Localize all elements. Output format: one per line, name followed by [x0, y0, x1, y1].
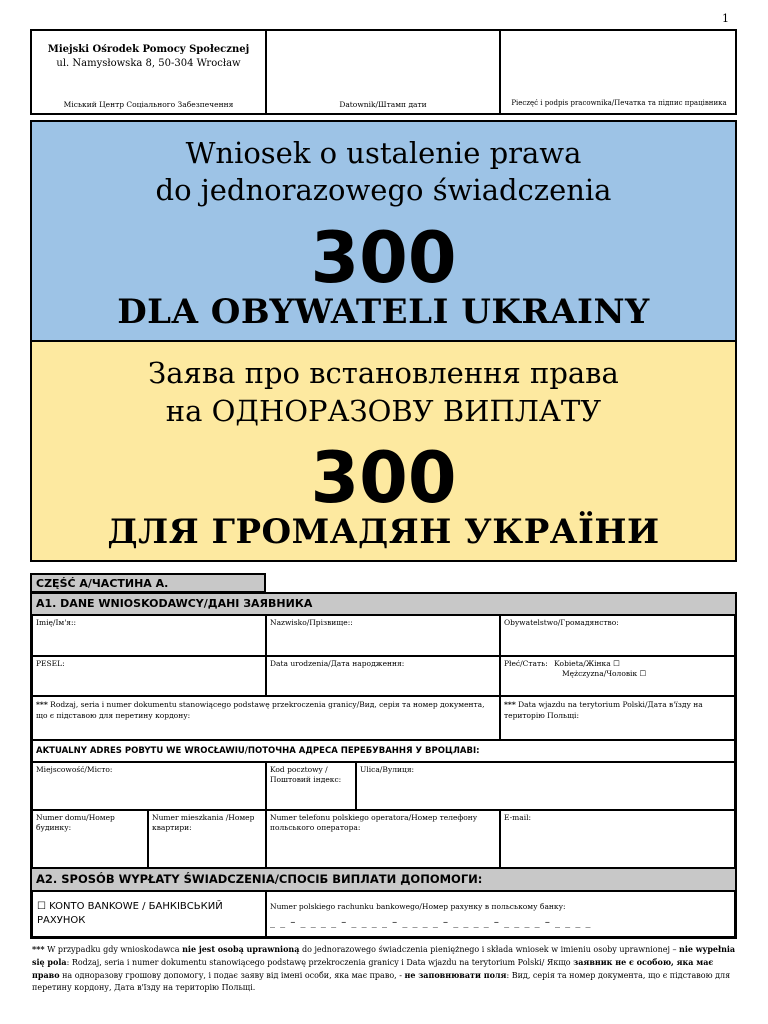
office-name: Miejski Ośrodek Pomocy Społecznej [47, 44, 250, 55]
footnote-text: : Вид, серія та номер документа, що є підставою для перетину кордону, Дата в'їзду на територію Польщі. [32, 971, 731, 992]
document-field[interactable] [32, 696, 500, 740]
postal-code-label: Kod pocztowy / Поштовий індекс: [270, 765, 342, 784]
sex-field [500, 656, 735, 696]
banner-pl-subtitle: DLA OBYWATELI UKRAINY [117, 292, 650, 332]
footnote-text: W przypadku gdy wnioskodawca [44, 945, 183, 954]
banner-pl-line2: do jednorazowego świadczenia [155, 173, 612, 207]
account-number-field[interactable] [266, 891, 735, 937]
citizenship-field[interactable] [500, 615, 735, 656]
phone-field[interactable] [266, 810, 500, 869]
citizenship-label: Obywatelstwo/Громадянство: [504, 618, 619, 627]
bank-account-checkbox[interactable]: ☐ KONTO BANKOWE / БАНКІВСЬКИЙ РАХУНОК [32, 891, 266, 937]
stamp-label: Datownik/Штамп дати [339, 100, 427, 109]
banner-ua [32, 342, 735, 560]
entry-date-field[interactable] [500, 696, 735, 740]
a1-title: A1. DANE WNIOSKODAWCY/ДАНІ ЗАЯВНИКА [32, 594, 735, 615]
phone-label: Numer telefonu polskiego operatora/Номер телефону польського оператора: [270, 813, 478, 832]
banner-ua-line2: на ОДНОРАЗОВУ ВИПЛАТУ [165, 394, 602, 428]
street-field[interactable] [356, 762, 735, 810]
account-number-label: Numer polskiego rachunku bankowego/Номер рахунку в польському банку: [270, 902, 566, 911]
document-stars: *** [36, 700, 48, 709]
footnote-bold: nie wypełnia się pola [32, 944, 736, 967]
footnote [32, 943, 736, 994]
sex-male-checkbox[interactable]: Mężczyzna/Чоловік ☐ [562, 669, 647, 678]
entry-stars: *** [504, 700, 516, 709]
signature-label: Pieczęć i podpis pracownika/Печатка та підпис працівника [511, 99, 727, 107]
city-label: Miejscowość/Місто: [36, 765, 113, 774]
birth-date-label: Data urodzenia/Дата народження: [270, 659, 405, 668]
footnote-bold: nie jest osobą uprawnioną [182, 944, 300, 954]
email-field[interactable] [500, 810, 735, 869]
first-name-field[interactable] [32, 615, 266, 656]
footnote-stars: *** [32, 944, 45, 954]
banner-pl [32, 122, 735, 341]
birth-date-field[interactable] [266, 656, 500, 696]
flat-no-field[interactable] [148, 810, 266, 869]
sex-female-checkbox[interactable]: Kobieta/Жінка ☐ [554, 659, 620, 668]
postal-code-field[interactable] [266, 762, 356, 810]
address-title: AKTUALNY ADRES POBYTU WE WROCŁAWIU/ПОТОЧНА АДРЕСА ПЕРЕБУВАННЯ У ВРОЦЛАВІ: [32, 740, 735, 762]
city-field[interactable] [32, 762, 266, 810]
footnote-bold: заявник не є особою, яка має право [32, 957, 714, 980]
pesel-field[interactable] [32, 656, 266, 696]
sex-label: Płeć/Стать: [504, 659, 548, 668]
document-label: Rodzaj, seria i numer dokumentu stanowiącego podstawę przekroczenia granicy/Вид, серія та номер документа, що є підставою для перетину кордону: [36, 700, 485, 720]
account-number-mask: _ _ – _ _ _ _ – _ _ _ _ – _ _ _ _ – _ _ _ _ – _ _ _ _ – _ _ _ _ [270, 917, 592, 928]
office-address: ul. Namysłowska 8, 50-304 Wrocław [56, 58, 241, 69]
house-no-field[interactable] [32, 810, 148, 869]
footnote-text: do jednorazowego świadczenia pieniężnego i składa wniosek w imieniu osoby uprawnionej – [299, 945, 680, 954]
banner-ua-amount: 300 [310, 437, 457, 519]
part-a-title: CZĘŚĆ A/ЧАСТИНА А. [30, 573, 266, 593]
house-no-label: Numer domu/Номер будинку: [36, 813, 115, 832]
pesel-label: PESEL: [36, 659, 65, 668]
email-label: E-mail: [504, 813, 532, 822]
banner-ua-subtitle: ДЛЯ ГРОМАДЯН УКРАЇНИ [107, 512, 660, 552]
footnote-text: : Rodzaj, seria i numer dokumentu stanowiącego podstawę przekroczenia granicy i Data wjazdu na terytorium Polski/ Якщо [66, 958, 574, 967]
footnote-text: на одноразову грошову допомогу, і подає заяву від імені особи, яка має право, - [59, 971, 405, 980]
banner-pl-line1: Wniosek o ustalenie prawa [185, 136, 582, 170]
entry-date-label: Data wjazdu na terytorium Polski/Дата в'їзду на територію Польщі: [504, 700, 703, 720]
surname-label: Nazwisko/Прізвище:: [270, 618, 353, 627]
page-number: 1 [722, 12, 729, 25]
banner-pl-amount: 300 [310, 217, 457, 299]
flat-no-label: Numer mieszkania /Номер квартири: [152, 813, 255, 832]
footnote-bold: не заповнювати поля [404, 970, 507, 980]
first-name-label: Imię/Ім'я:: [36, 618, 77, 627]
street-label: Ulica/Вулиця: [360, 765, 415, 774]
a2-title: A2. SPOSÓB WYPŁATY ŚWIADCZENIA/СПОСІБ ВИПЛАТИ ДОПОМОГИ: [32, 869, 735, 891]
banner-ua-line1: Заява про встановлення права [148, 356, 619, 390]
office-name-ua: Міський Центр Соціального Забезпечення [63, 100, 234, 109]
surname-field[interactable] [266, 615, 500, 656]
